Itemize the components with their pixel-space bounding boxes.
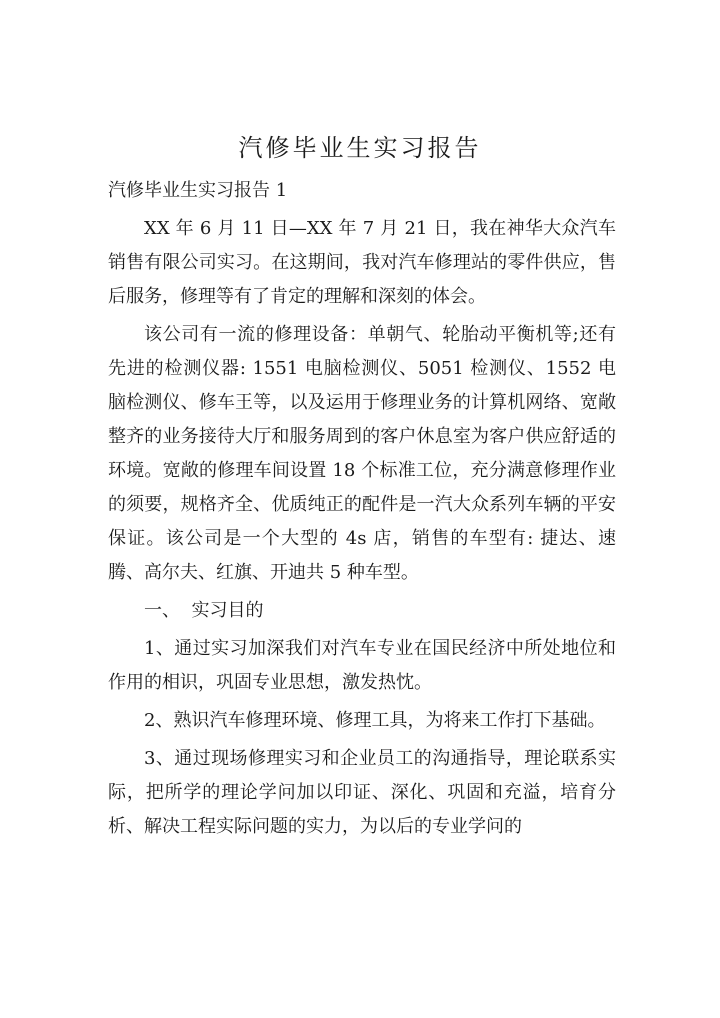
- paragraph-internship-period: XX 年 6 月 11 日—XX 年 7 月 21 日，我在神华大众汽车销售有限公司实习。在这期间，我对汽车修理站的零件供应，售后服务，修理等有了肯定的理解和深刻的体会。: [108, 218, 616, 307]
- document-title: 汽修毕业生实习报告: [238, 134, 482, 163]
- purpose-item-1: 1、通过实习加深我们对汽车专业在国民经济中所处地位和作用的相识，巩固专业思想，激发热忱。: [108, 638, 616, 693]
- paragraph-company-equipment: 该公司有一流的修理设备：单朝气、轮胎动平衡机等;还有先进的检测仪器: 1551 电脑检测仪、5051 检测仪、1552 电脑检测仪、修车王等，以及运用于修理业务的计算机网络、宽敞整齐的业务接待大厅和服务周到的客户休息室为客户供应舒适的环境。宽敞的修理车间设置 18 个标准工位，充分满意修理作业的须要，规格齐全、优质纯正的配件是一汽大众系列车辆的平安保证。该公司是一个大型的 4s 店，销售的车型有: 捷达、速腾、高尔夫、红旗、开迪共 5 种车型。: [108, 324, 616, 583]
- document-body: [108, 174, 616, 848]
- purpose-item-2: 2、熟识汽车修理环境、修理工具，为将来工作打下基础。: [144, 710, 606, 731]
- purpose-item-3: 3、通过现场修理实习和企业员工的沟通指导，理论联系实际，把所学的理论学问加以印证、深化、巩固和充溢，培育分析、解决工程实际问题的实力，为以后的专业学问的: [108, 748, 616, 837]
- report-subtitle: 汽修毕业生实习报告 1: [108, 180, 288, 201]
- section-heading-purpose: 一、 实习目的: [144, 600, 264, 621]
